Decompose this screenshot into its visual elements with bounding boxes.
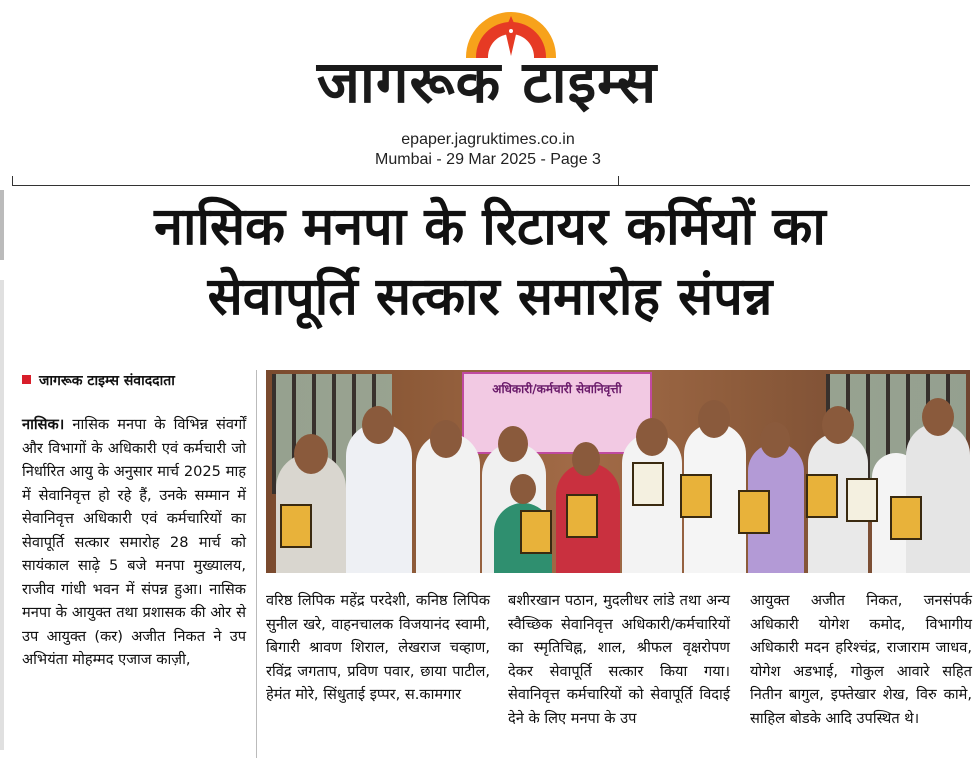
headline <box>10 192 970 332</box>
page-edge-mark <box>0 190 4 260</box>
event-photo <box>266 370 970 573</box>
award-plaque <box>738 490 770 534</box>
award-plaque <box>520 510 552 554</box>
award-plaque <box>280 504 312 548</box>
photo-person <box>346 423 412 573</box>
award-plaque <box>680 474 712 518</box>
byline-marker-icon <box>22 375 31 384</box>
page-edge-mark-lower <box>0 280 4 750</box>
award-plaque <box>566 494 598 538</box>
newspaper-logo <box>296 6 678 114</box>
article-column-1 <box>22 413 246 672</box>
top-rule <box>12 185 970 186</box>
photo-banner-text: अधिकारी/कर्मचारी सेवानिवृत्ती <box>492 382 622 396</box>
article-column-2: वरिष्ठ लिपिक महेंद्र परदेशी, कनिष्ठ लिपिक सुनील खरे, वाहनचालक विजयानंद स्वामी, बिगारी श्रावण शिराल, लेखराज चव्हाण, रविंद्र जगताप, प्रविण पवार, छाया पाटील, हेमंत मोरे, सिंधुताई इप्पर, स.कामगार <box>266 592 490 703</box>
masthead <box>0 0 976 120</box>
headline-line-1: नासिक मनपा के रिटायर कर्मियों का <box>154 197 826 257</box>
right-tick <box>618 176 619 186</box>
byline-text: जागरूक टाइम्स संवाददाता <box>39 373 175 389</box>
headline-line-2: सेवापूर्ति सत्कार समारोह संपन्न <box>207 267 773 327</box>
column-divider <box>256 370 257 758</box>
award-plaque <box>846 478 878 522</box>
dateline: नासिक। <box>22 416 65 433</box>
logo-text: जागरूक टाइम्स <box>316 48 658 116</box>
edition-info: Mumbai - 29 Mar 2025 - Page 3 <box>375 151 601 168</box>
left-tick <box>12 176 13 186</box>
award-plaque <box>890 496 922 540</box>
award-plaque <box>806 474 838 518</box>
epaper-url: epaper.jagruktimes.co.in <box>401 131 575 148</box>
byline <box>22 371 252 390</box>
article-column-3: बशीरखान पठान, मुदलीधर लांडे तथा अन्य स्वैच्छिक सेवानिवृत्त अधिकारी/कर्मचारियों का स्मृतिचिह्न, शाल, श्रीफल वृक्षरोपण देकर सेवापूर्ति सत्कार किया गया। सेवानिवृत्त कर्मचारियों को सेवापूर्ति विदाई देने के लिए मनपा के उप <box>508 592 730 727</box>
column-1-text: नासिक मनपा के विभिन्न संवर्गों और विभागों के अधिकारी एवं कर्मचारी जो निर्धारित आयु के अनुसार मार्च 2025 माह में सेवानिवृत्त हो रहे हैं, उनके सम्मान में सेवानिवृत्त अधिकारी एवं कर्मचारियों का सेवापूर्ति सत्कार समारोह 28 मार्च को सायंकाल साढ़े 5 बजे मनपा मुख्यालय, राजीव गांधी भवन में संपन्न हुआ। नासिक मनपा के आयुक्त तथा प्रशासक की ओर से उप आयुक्त (कर) अजीत निकत ने उप अभियंता मोहम्मद एजाज काज़ी, <box>22 416 247 668</box>
article-column-4: आयुक्त अजीत निकत, जनसंपर्क अधिकारी योगेश कमोद, विभागीय अधिकारी मदन हरिश्चंद्र, राजाराम जाधव, योगेश अडभाई, गोकुल आवारे सहित नितीन बागुल, इफ्तेखार शेख, विरु कामे, साहिल बोडके आदि उपस्थित थे। <box>750 592 972 727</box>
photo-banner <box>462 372 652 454</box>
award-plaque <box>632 462 664 506</box>
